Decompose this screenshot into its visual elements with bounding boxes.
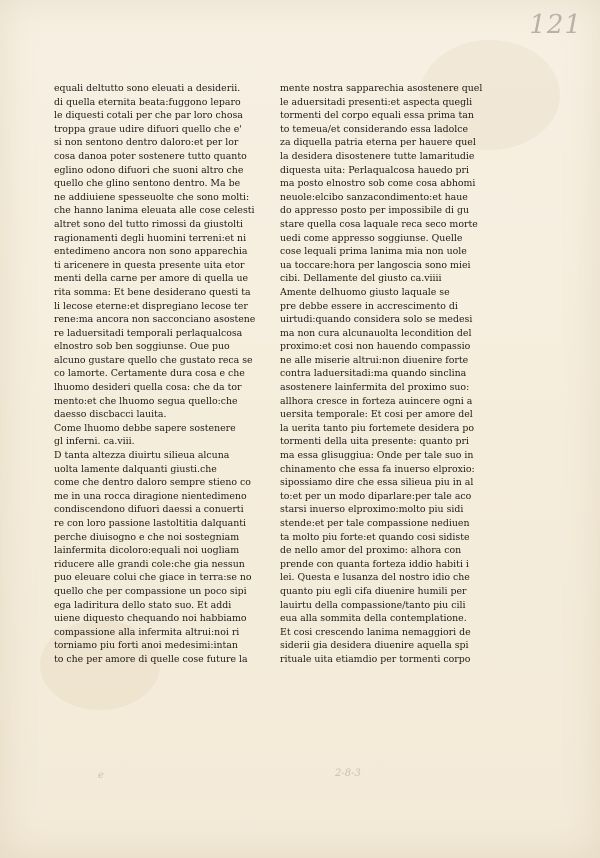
pencil-annotation: 2-8-3 (335, 768, 361, 779)
text-line: ti aricenere in questa presente uita etor (54, 259, 245, 271)
text-line: come che dentro daloro sempre stieno co (54, 477, 251, 489)
text-line: de nello amor del proximo: alhora con (280, 545, 462, 557)
text-line: li lecose eterne:et dispregiano lecose ter (54, 300, 248, 312)
text-line: si non sentono dentro daloro:et per lor (54, 137, 239, 149)
text-line: uolta lamente dalquanti giusti.che (54, 463, 217, 475)
text-line: cosa danoa poter sostenere tutto quanto (54, 150, 247, 162)
text-line: ua toccare:hora per langoscia sono miei (280, 259, 471, 271)
text-line: lainfermita dicoloro:equali noi uogliam (54, 545, 240, 557)
text-line: che hanno lanima eleuata alle cose celesti (54, 205, 255, 217)
text-line: la uerita tanto piu fortemete desidera po (280, 422, 475, 434)
text-line: do appresso posto per impossibile di gu (280, 205, 470, 217)
pencil-mark: e (98, 770, 104, 781)
text-line: uirtudi:quando considera solo se medesi (280, 314, 473, 326)
text-line: tormenti della uita presente: quanto pri (280, 436, 470, 448)
text-line: gl inferni. ca.viii. (54, 436, 135, 448)
text-line: le diquesti cotali per che par loro chosa (54, 110, 243, 122)
text-line: uedi come appresso soggiunse. Quelle (280, 232, 463, 244)
text-line: quello che glino sentono dentro. Ma be (54, 178, 241, 190)
text-line: prende con quanta forteza iddio habiti i (280, 558, 469, 570)
text-line: Et cosi crescendo lanima nemaggiori de (280, 626, 471, 638)
text-line: chinamento che essa fa inuerso elproxio: (280, 463, 475, 475)
text-line: condiscendono difuori daessi a conuerti (54, 504, 244, 516)
text-line: la desidera disostenere tutte lamaritudie (280, 150, 475, 162)
text-line: contra laduersitadi:ma quando sinclina (280, 368, 467, 380)
text-line: to temeua/et considerando essa ladolce (280, 123, 469, 135)
text-line: siderii gia desidera diuenire aquella spi (280, 640, 469, 652)
text-line: sipossiamo dire che essa silieua piu in al (280, 477, 474, 489)
text-line: elnostro sob ben soggiunse. Oue puo (54, 341, 230, 353)
text-line: D tanta altezza diuirtu silieua alcuna (54, 450, 230, 462)
text-line: allhora cresce in forteza auincere ogni a (280, 395, 473, 407)
text-line: to:et per un modo diparlare:per tale aco (280, 490, 472, 502)
text-line: re con loro passione lastoltitia dalquanti (54, 518, 247, 529)
text-line: lauirtu della compassione/tanto piu cili (280, 599, 466, 611)
text-line: daesso discbacci lauita. (54, 409, 167, 421)
text-line: co lamorte. Certamente dura cosa e che (54, 368, 245, 380)
text-line: rene:ma ancora non sacconciano asostene (54, 314, 256, 326)
text-line: lhuomo desideri quella cosa: che da tor (54, 382, 242, 394)
text-line: ta molto piu forte:et quando cosi sidiste (280, 531, 470, 543)
text-line: stende:et per tale compassione nediuen (280, 518, 470, 529)
text-line: entedimeno ancora non sono apparechia (54, 246, 248, 258)
text-line: tormenti del corpo equali essa prima tan (280, 110, 474, 122)
text-line: ragionamenti degli huomini terreni:et ni (54, 232, 247, 244)
text-line: cibi. Dellamente del giusto ca.viiii (280, 273, 442, 285)
text-line: quello che per compassione un poco sipi (54, 585, 247, 597)
text-line: asostenere lainfermita del proximo suo: (280, 382, 470, 394)
text-line: equali deltutto sono eleuati a desiderii. (54, 83, 241, 94)
text-line: ne addiuiene spesseuolte che sono molti: (54, 191, 250, 203)
text-line: ma essa glisuggiua: Onde per tale suo in (280, 450, 474, 462)
text-line: menti della carne per amore di quella ue (54, 273, 249, 285)
text-line: ma non cura alcunauolta lecondition del (280, 327, 472, 339)
text-line: quanto piu egli cifa diuenire humili per (280, 585, 467, 597)
text-line: rituale uita etiamdio per tormenti corpo (280, 653, 471, 665)
text-line: Come lhuomo debbe sapere sostenere (54, 422, 236, 434)
text-line: altret sono del tutto rimossi da giustolti (54, 218, 243, 230)
text-line: le aduersitadi presenti:et aspecta quegli (280, 96, 473, 108)
folio-number: 121 (529, 10, 582, 40)
text-line: di quella eternita beata:fuggono leparo (54, 96, 241, 108)
text-line: mento:et che lhuomo segua quello:che (54, 395, 238, 407)
text-line: ma posto elnostro sob come cosa abhomi (280, 178, 476, 190)
text-line: Amente delhuomo giusto laquale se (280, 286, 450, 298)
text-line: starsi inuerso elproximo:molto piu sidi (280, 504, 464, 516)
left-text-column (54, 82, 264, 667)
text-line: to che per amore di quelle cose future la (54, 653, 248, 665)
text-line: troppa graue udire difuori quello che e' (54, 123, 242, 135)
text-line: mente nostra sapparechia asostenere quel (280, 83, 483, 94)
text-line: cose lequali prima lanima mia non uole (280, 246, 467, 258)
text-line: eglino odono difuori che suoni altro che (54, 164, 244, 176)
text-line: me in una rocca diragione nientedimeno (54, 490, 247, 502)
text-line: proximo:et cosi non hauendo compassio (280, 341, 471, 353)
text-line: perche diuisogno e che noi sostegniam (54, 531, 240, 543)
text-line: eua alla sommita della contemplatione. (280, 613, 467, 625)
text-line: alcuno gustare quello che gustato reca se (54, 354, 253, 366)
text-line: puo eleuare colui che giace in terra:se no (54, 572, 252, 584)
text-line: ne alle miserie altrui:non diuenire forte (280, 354, 469, 366)
text-line: ega ladiritura dello stato suo. Et addi (54, 599, 232, 611)
text-line: rita somma: Et bene desiderano questi ta (54, 286, 251, 298)
text-line: za diquella patria eterna per hauere quel (280, 137, 476, 149)
text-line: uersita temporale: Et cosi per amore del (280, 409, 473, 421)
text-line: pre debbe essere in accrescimento di (280, 300, 458, 312)
text-line: diquesta uita: Perlaqualcosa hauedo pri (280, 164, 469, 176)
text-line: lei. Questa e lusanza del nostro idio che (280, 572, 470, 584)
text-line: uiene diquesto chequando noi habbiamo (54, 613, 247, 625)
text-line: riducere alle grandi cole:che gia nessun (54, 558, 245, 570)
right-text-column (280, 82, 490, 667)
text-line: compassione alla infermita altrui:noi ri (54, 626, 240, 638)
text-line: neuole:elcibo sanzacondimento:et haue (280, 191, 468, 203)
text-line: torniamo piu forti anoi medesimi:intan (54, 640, 238, 652)
text-line: stare quella cosa laquale reca seco morte (280, 218, 478, 230)
text-line: re laduersitadi temporali perlaqualcosa (54, 327, 243, 339)
